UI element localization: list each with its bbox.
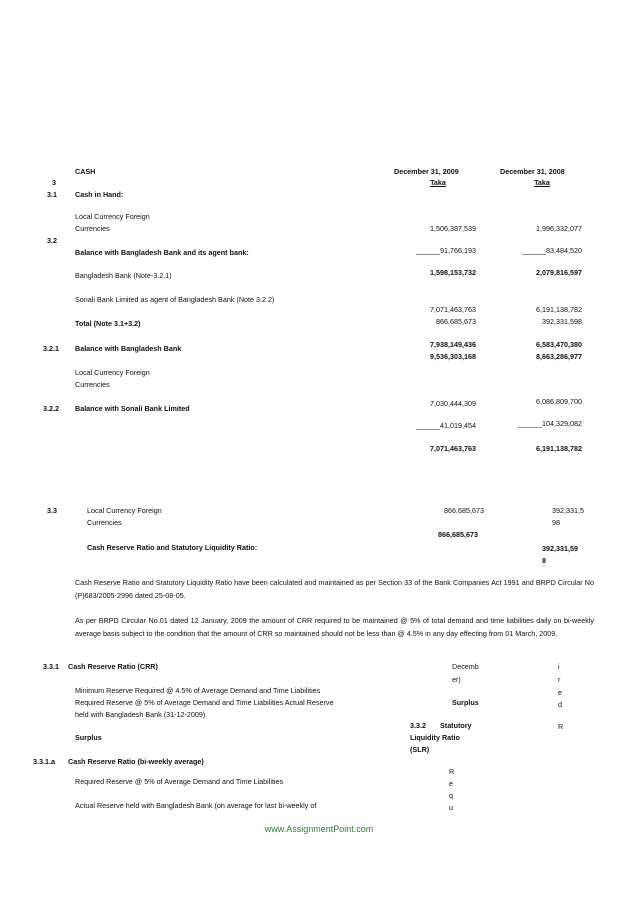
sonali-agent-label: Sonali Bank Limited as agent of Bangladesh Bank (Note 3.2.2) [75, 295, 275, 304]
bb-fx-2009: ______41,019,454 [416, 421, 476, 430]
cash-heading: CASH [75, 167, 96, 176]
sonali-total-2009: 866,685,673 [438, 530, 478, 539]
slr-title-3: (SLR) [410, 745, 430, 754]
crr-slr-paragraph-2: As per BRPD Circular No.01 dated 12 January, 2009 the amount of CRR required to be maintained @ 5% of total demand and time liabilities daily on bi-weekly average basis subject to the condition that the amount of CRR so maintained should not be less than @ 4.5% in any day effecting from 01 March, 2009. [75, 616, 594, 638]
vert-letter-r-capital: R [558, 722, 564, 731]
slr-title-2: Liquidity Ratio [410, 733, 460, 742]
vert2-letter-u: u [449, 803, 453, 812]
note-number-3-3: 3.3 [47, 506, 57, 515]
balance-bb-title: Balance with Bangladesh Bank [75, 344, 182, 353]
sonali-currencies-label: Currencies [87, 518, 122, 527]
sonali-local-currency-label: Local Currency Foreign [87, 506, 162, 515]
crr-slr-title: Cash Reserve Ratio and Statutory Liquidity Ratio: [87, 543, 258, 552]
currencies-label: Currencies [75, 224, 110, 233]
subtotal-2009: 7,938,149,436 [430, 340, 476, 349]
balance-bb-agent-title: Balance with Bangladesh Bank and its agent bank: [75, 248, 249, 257]
bb-local-currency-label: Local Currency Foreign [75, 368, 150, 377]
col-2008-heading: December 31, 2008 [500, 167, 565, 176]
vert-letter-r: r [558, 675, 561, 684]
note-number-3: 3 [52, 178, 56, 187]
sonali-local-2008-a: 392,331,5 [552, 506, 584, 515]
sonali-total-2008-a: 392,331,59 [542, 544, 578, 553]
er-fragment: er) [452, 675, 461, 684]
crr-title: Cash Reserve Ratio (CRR) [68, 662, 158, 671]
balance-sonali-title: Balance with Sonali Bank Limited [75, 404, 190, 413]
cash-local-2008: 1,996,332,077 [536, 224, 582, 233]
subtotal-2008: 6,583,470,380 [536, 340, 582, 349]
note-number-3-3-2: 3.3.2 [410, 721, 426, 730]
decemb-fragment: Decemb [452, 662, 479, 671]
cash-fx-2009: ______91,766,193 [416, 246, 476, 255]
surplus-left-label: Surplus [75, 733, 102, 742]
col-2008-unit: Taka [534, 178, 550, 187]
bangladesh-bank-note-label: Bangladesh Bank (Note-3.2.1) [75, 271, 172, 280]
held-with-bb-label: held with Bangladesh Bank (31-12-2009) [75, 710, 206, 719]
note-number-3-2-2: 3.2.2 [43, 404, 59, 413]
vert-letter-e: e [558, 688, 562, 697]
biweekly-required-label: Required Reserve @ 5% of Average Demand and Time Liabilities [75, 777, 284, 786]
col-2009-heading: December 31, 2009 [394, 167, 459, 176]
total-note-label: Total (Note 3.1+3.2) [75, 319, 141, 328]
vert-letter-d: d [558, 700, 562, 709]
sonali-2008: 392,331,598 [542, 317, 582, 326]
local-currency-label: Local Currency Foreign [75, 212, 150, 221]
sonali-total-2008-b: 8 [542, 556, 546, 565]
bb-2009: 7,071,463,763 [430, 305, 476, 314]
bb-local-2009: 7,030,444,309 [430, 399, 476, 408]
crr-biweekly-title: Cash Reserve Ratio (bi-weekly average) [68, 757, 204, 766]
cash-in-hand-title: Cash in Hand: [75, 190, 124, 199]
bb-total-2009: 7,071,463,763 [430, 444, 476, 453]
sonali-2009: 866,685,673 [436, 317, 476, 326]
note-number-3-3-1-a: 3.3.1.a [33, 757, 55, 766]
slr-title-1: Statutory [440, 721, 472, 730]
biweekly-actual-label: Actual Reserve held with Bangladesh Bank (on average for last bi-weekly of [75, 801, 317, 810]
note-number-3-2: 3.2 [47, 236, 57, 245]
footer-link[interactable]: www.AssignmentPoint.com [264, 824, 374, 834]
note-number-3-3-1: 3.3.1 [43, 662, 59, 671]
crr-slr-paragraph-1: Cash Reserve Ratio and Statutory Liquidity Ratio have been calculated and maintained as per Section 33 of the Bank Companies Act 1991 and BRPD Circular No (P)683/2005-2996 dated 25-08-05. [75, 578, 594, 600]
surplus-right-label: Surplus [452, 698, 479, 707]
vert-letter-i: i [558, 662, 560, 671]
sonali-local-2008-b: 98 [552, 518, 560, 527]
note-number-3-2-1: 3.2.1 [43, 344, 59, 353]
col-2009-unit: Taka [430, 178, 446, 187]
sonali-local-2009: 866,685,673 [444, 506, 484, 515]
bb-local-2008: 6,086,809,700 [536, 397, 582, 406]
vert2-letter-q: q [449, 791, 453, 800]
note-number-3-1: 3.1 [47, 190, 57, 199]
bb-fx-2008: ______104,329,082 [518, 419, 582, 428]
grandtotal-2008: 8,663,286,977 [536, 352, 582, 361]
required-reserve-label: Required Reserve @ 5% of Average Demand and Time Liabilities Actual Reserve [75, 698, 334, 707]
vert2-letter-r: R [449, 767, 455, 776]
cash-total-2009: 1,598,153,732 [430, 268, 476, 277]
bb-2008: 6,191,138,782 [536, 305, 582, 314]
bb-currencies-label: Currencies [75, 380, 110, 389]
bb-total-2008: 6,191,138,782 [536, 444, 582, 453]
cash-local-2009: 1,506,387,539 [430, 224, 476, 233]
cash-total-2008: 2,079,816,597 [536, 268, 582, 277]
cash-fx-2008: ______83,484,520 [522, 246, 582, 255]
vert2-letter-e: e [449, 779, 453, 788]
grandtotal-2009: 9,536,303,168 [430, 352, 476, 361]
min-reserve-label: Minimum Reserve Required @ 4.5% of Average Demand and Time Liabilities [75, 686, 321, 695]
